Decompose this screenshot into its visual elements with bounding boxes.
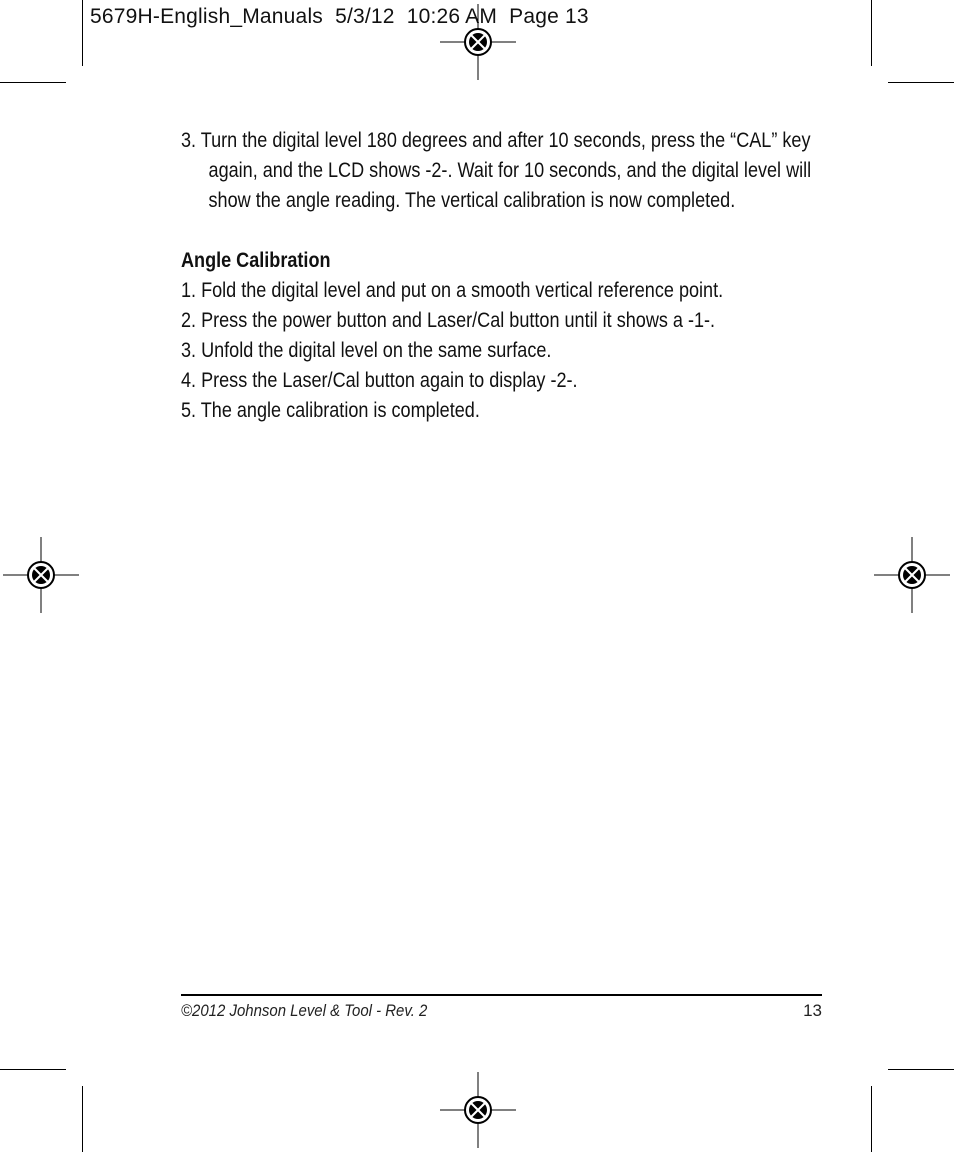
list-item: 1. Fold the digital level and put on a smooth vertical reference point. xyxy=(181,279,724,302)
list-item: 5. The angle calibration is completed. xyxy=(181,399,480,422)
list-item: 3. Unfold the digital level on the same surface. xyxy=(181,339,552,362)
footer-divider xyxy=(181,994,822,996)
registration-mark-top-icon xyxy=(438,2,518,82)
crop-mark-top-left-vertical xyxy=(82,0,83,66)
registration-mark-bottom-icon xyxy=(438,1070,518,1150)
footer-page-number: 13 xyxy=(803,1001,822,1020)
crop-mark-bottom-right-horizontal xyxy=(888,1069,954,1070)
footer-copyright: ©2012 Johnson Level & Tool - Rev. 2 xyxy=(181,1001,428,1020)
vertical-calibration-step-3 xyxy=(181,126,835,216)
print-slug-line: 5679H-English_Manuals 5/3/12 10:26 AM Page 13 xyxy=(90,5,589,28)
crop-mark-top-right-horizontal xyxy=(888,82,954,83)
crop-mark-bottom-right-vertical xyxy=(871,1086,872,1152)
registration-mark-right-icon xyxy=(872,535,952,615)
section-heading-angle-calibration: Angle Calibration xyxy=(181,249,331,272)
step-text: Turn the digital level 180 degrees and after 10 seconds, press the “CAL” key again, and the LCD shows -2-. Wait for 10 seconds, and the digital level will show the angle reading. The vertical calibration is now completed. xyxy=(200,129,812,212)
step-number: 3. xyxy=(181,129,197,152)
crop-mark-top-left-horizontal xyxy=(0,82,66,83)
crop-mark-bottom-left-horizontal xyxy=(0,1069,66,1070)
crop-mark-top-right-vertical xyxy=(871,0,872,66)
angle-calibration-steps xyxy=(181,276,835,426)
list-item: 4. Press the Laser/Cal button again to display -2-. xyxy=(181,369,578,392)
crop-mark-bottom-left-vertical xyxy=(82,1086,83,1152)
list-item: 2. Press the power button and Laser/Cal button until it shows a -1-. xyxy=(181,309,716,332)
manual-body xyxy=(181,126,835,426)
registration-mark-left-icon xyxy=(1,535,81,615)
